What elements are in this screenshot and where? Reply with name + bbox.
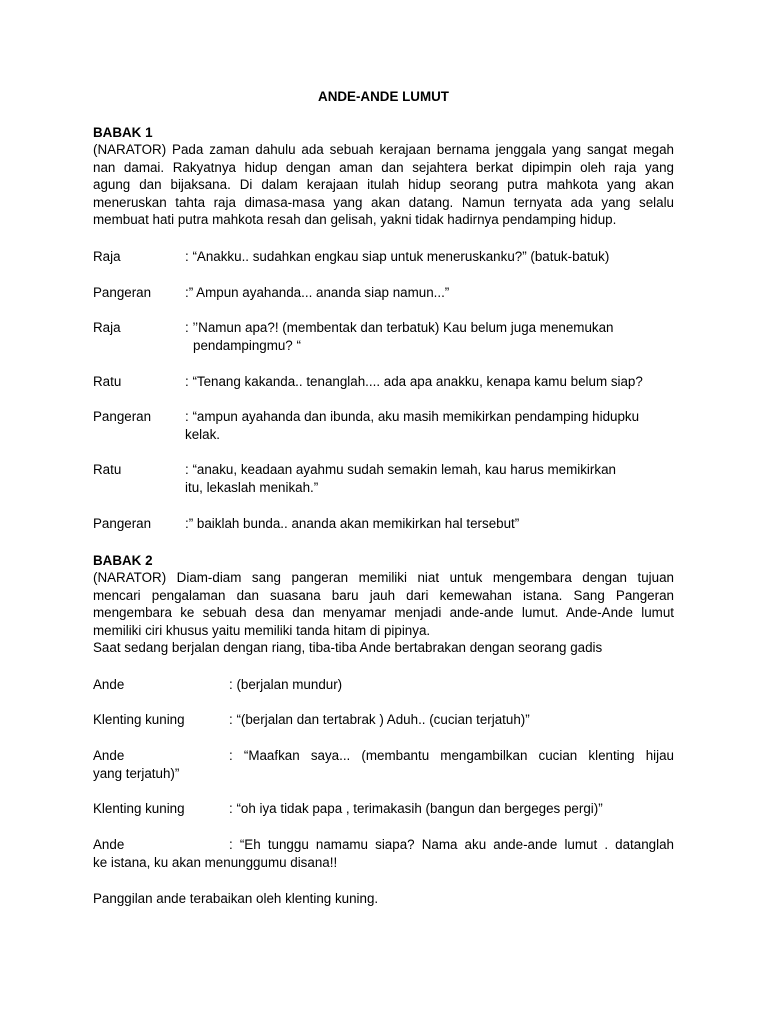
- dialog-text: : “Eh tunggu namamu siapa? Nama aku ande-ande lumut . datanglah: [229, 837, 674, 852]
- dialog-text: : (berjalan mundur): [229, 677, 343, 692]
- narration-line: mencari pengalaman dan suasana baru jauh dari kemewahan istana. Sang Pangeran: [93, 587, 674, 603]
- dialog-text: : “Maafkan saya... (membantu mengambilkan cucian klenting hijau: [229, 748, 674, 763]
- act-2-heading: BABAK 2: [93, 553, 153, 568]
- narration-line: mengembara ke sebuah desa dan menyamar menjadi ande-ande lumut. Ande-Ande lumut: [93, 605, 674, 621]
- narration-line: (NARATOR) Pada zaman dahulu ada sebuah kerajaan bernama jenggala yang sangat megah: [93, 142, 674, 157]
- speaker-name: Raja: [93, 249, 121, 264]
- dialog-text: :” baiklah bunda.. ananda akan memikirkan hal tersebut”: [185, 516, 520, 531]
- dialog-text: : “(berjalan dan tertabrak ) Aduh.. (cucian terjatuh)”: [229, 712, 530, 727]
- speaker-name: Pangeran: [93, 409, 152, 424]
- speaker-name: Pangeran: [93, 516, 152, 531]
- act-1-heading: BABAK 1: [93, 125, 153, 140]
- dialog-text: [185, 408, 639, 443]
- speaker-name: Raja: [93, 320, 121, 335]
- dialog-text: [185, 461, 616, 496]
- document-title: ANDE-ANDE LUMUT: [318, 89, 449, 104]
- dialog-text: : “Anakku.. sudahkan engkau siap untuk meneruskanku?” (batuk-batuk): [185, 249, 610, 264]
- dialog-text-line: ke istana, ku akan menunggumu disana!!: [93, 854, 338, 870]
- dialog-text: :” Ampun ayahanda... ananda siap namun...”: [185, 285, 450, 300]
- dialog-text-line: yang terjatuh)”: [93, 765, 180, 781]
- dialog-text-line: : ’’Namun apa?! (membentak dan terbatuk) Kau belum juga menemukan: [185, 320, 614, 335]
- dialog-text-line: : “anaku, keadaan ayahmu sudah semakin lemah, kau harus memikirkan: [185, 462, 616, 477]
- speaker-name: Klenting kuning: [93, 712, 185, 727]
- narration-line: Saat sedang berjalan dengan riang, tiba-tiba Ande bertabrakan dengan seorang gadis: [93, 640, 603, 656]
- narration-line: nan damai. Rakyatnya hidup dengan aman dan sejahtera berkat dipimpin oleh raja yang: [93, 159, 674, 175]
- speaker-name: Ande: [93, 837, 125, 852]
- speaker-name: Ratu: [93, 462, 122, 477]
- narration-line: memiliki ciri khusus yaitu memiliki tanda hitam di pipinya.: [93, 622, 431, 638]
- dialog-line: [93, 836, 674, 871]
- narration-line: meneruskan tahta raja dimasa-masa yang akan datang. Namun ternyata ada yang selalu: [93, 194, 674, 210]
- speaker-name: Klenting kuning: [93, 801, 185, 816]
- act-1-narration: [93, 141, 674, 229]
- dialog-text: : “oh iya tidak papa , terimakasih (bangun dan bergeges pergi)”: [229, 801, 603, 816]
- dialog-text-line: [93, 836, 674, 854]
- dialog-text-line: : “ampun ayahanda dan ibunda, aku masih memikirkan pendamping hidupku: [185, 409, 640, 424]
- narration-line: membuat hati putra mahkota resah dan gelisah, yakni tidak hadirnya pendamping hidup.: [93, 212, 617, 228]
- speaker-name: Pangeran: [93, 285, 152, 300]
- document-page: [93, 0, 674, 1024]
- dialog-text-line: kelak.: [185, 426, 220, 442]
- dialog-text: : “Tenang kakanda.. tenanglah.... ada apa anakku, kenapa kamu belum siap?: [185, 374, 643, 389]
- act-2-narration: [93, 569, 674, 657]
- dialog-text-line: pendampingmu? “: [193, 337, 301, 353]
- narration-line: (NARATOR) Diam-diam sang pangeran memiliki niat untuk mengembara dengan tujuan: [93, 570, 674, 585]
- dialog-line: [93, 747, 674, 782]
- closing-line: Panggilan ande terabaikan oleh klenting kuning.: [93, 891, 379, 906]
- speaker-name: Ande: [93, 748, 125, 763]
- dialog-text: [185, 319, 614, 354]
- speaker-name: Ratu: [93, 374, 122, 389]
- dialog-text-line: itu, lekaslah menikah.”: [185, 479, 319, 495]
- speaker-name: Ande: [93, 677, 125, 692]
- dialog-text-line: [93, 747, 674, 765]
- narration-line: agung dan bijaksana. Di dalam kerajaan itulah hidup seorang putra mahkota yang akan: [93, 177, 674, 193]
